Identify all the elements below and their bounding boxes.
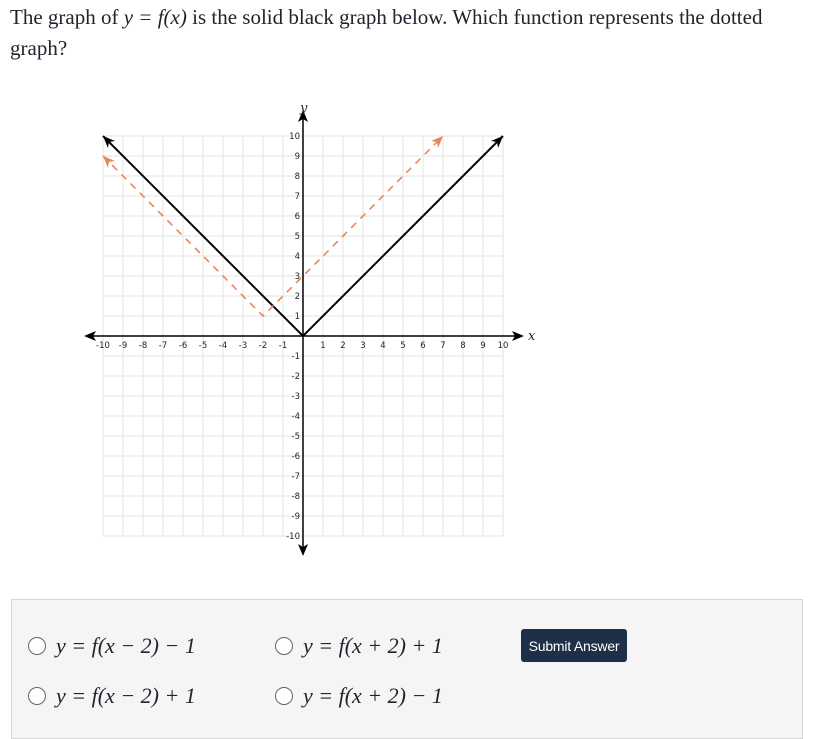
x-tick-label: -6 [179,341,187,351]
y-tick-label: -9 [292,512,300,522]
y-tick-label: -5 [292,432,300,442]
y-tick-label: -7 [292,472,300,482]
y-tick-label: -4 [292,412,300,422]
x-tick-label: 9 [480,341,485,351]
choice-a-label: y = f(x − 2) − 1 [56,633,196,659]
radio-button[interactable] [275,687,293,705]
x-tick-label: -8 [139,341,147,351]
y-tick-label: -3 [292,392,300,402]
coordinate-graph [82,98,538,560]
y-tick-label: -1 [292,352,300,362]
x-tick-label: -9 [119,341,127,351]
x-tick-label: -4 [219,341,227,351]
x-tick-label: 10 [498,341,509,351]
x-tick-label: -10 [96,341,110,351]
radio-button[interactable] [275,637,293,655]
y-tick-label: 9 [295,152,300,162]
y-tick-label: 1 [295,312,300,322]
choice-b-label: y = f(x + 2) + 1 [303,633,443,659]
choice-c-label: y = f(x − 2) + 1 [56,683,196,709]
question-math: y = f(x) [124,5,187,29]
y-tick-label: 5 [295,232,300,242]
choice-b[interactable] [275,633,443,659]
x-tick-label: 3 [360,341,365,351]
y-tick-label: 2 [295,292,300,302]
submit-answer-button[interactable]: Submit Answer [521,629,627,662]
dotted-graph-line [103,136,443,316]
choice-c[interactable] [28,683,196,709]
answer-panel [11,599,803,739]
y-tick-label: -10 [286,532,300,542]
y-tick-label: 3 [295,272,300,282]
question-part-1: The graph of [10,5,124,29]
axes [84,110,524,556]
radio-button[interactable] [28,687,46,705]
x-tick-label: 4 [380,341,385,351]
x-tick-label: 7 [440,341,445,351]
y-tick-label: 6 [295,212,300,222]
y-tick-label: -8 [292,492,300,502]
x-tick-label: 1 [320,341,325,351]
y-axis-label: y [299,101,308,116]
y-tick-label: 7 [295,192,300,202]
x-tick-label: 6 [420,341,425,351]
y-tick-label: 8 [295,172,300,182]
x-tick-label: -5 [199,341,207,351]
y-tick-label: -6 [292,452,300,462]
y-tick-label: -2 [292,372,300,382]
x-tick-label: -2 [259,341,267,351]
question-text [10,2,815,64]
question-part-2: is the solid black graph below. Which function represents the dotted graph? [10,5,762,60]
x-tick-label: -3 [239,341,247,351]
x-tick-label: -1 [279,341,287,351]
x-tick-label: 5 [400,341,405,351]
x-tick-label: -7 [159,341,167,351]
radio-button[interactable] [28,637,46,655]
choice-a[interactable] [28,633,196,659]
choice-d-label: y = f(x + 2) − 1 [303,683,443,709]
y-tick-label: 10 [289,132,300,142]
choice-d[interactable] [275,683,443,709]
x-tick-label: 8 [460,341,465,351]
x-axis-label: x [528,329,536,344]
x-tick-label: 2 [340,341,345,351]
y-tick-label: 4 [295,252,300,262]
